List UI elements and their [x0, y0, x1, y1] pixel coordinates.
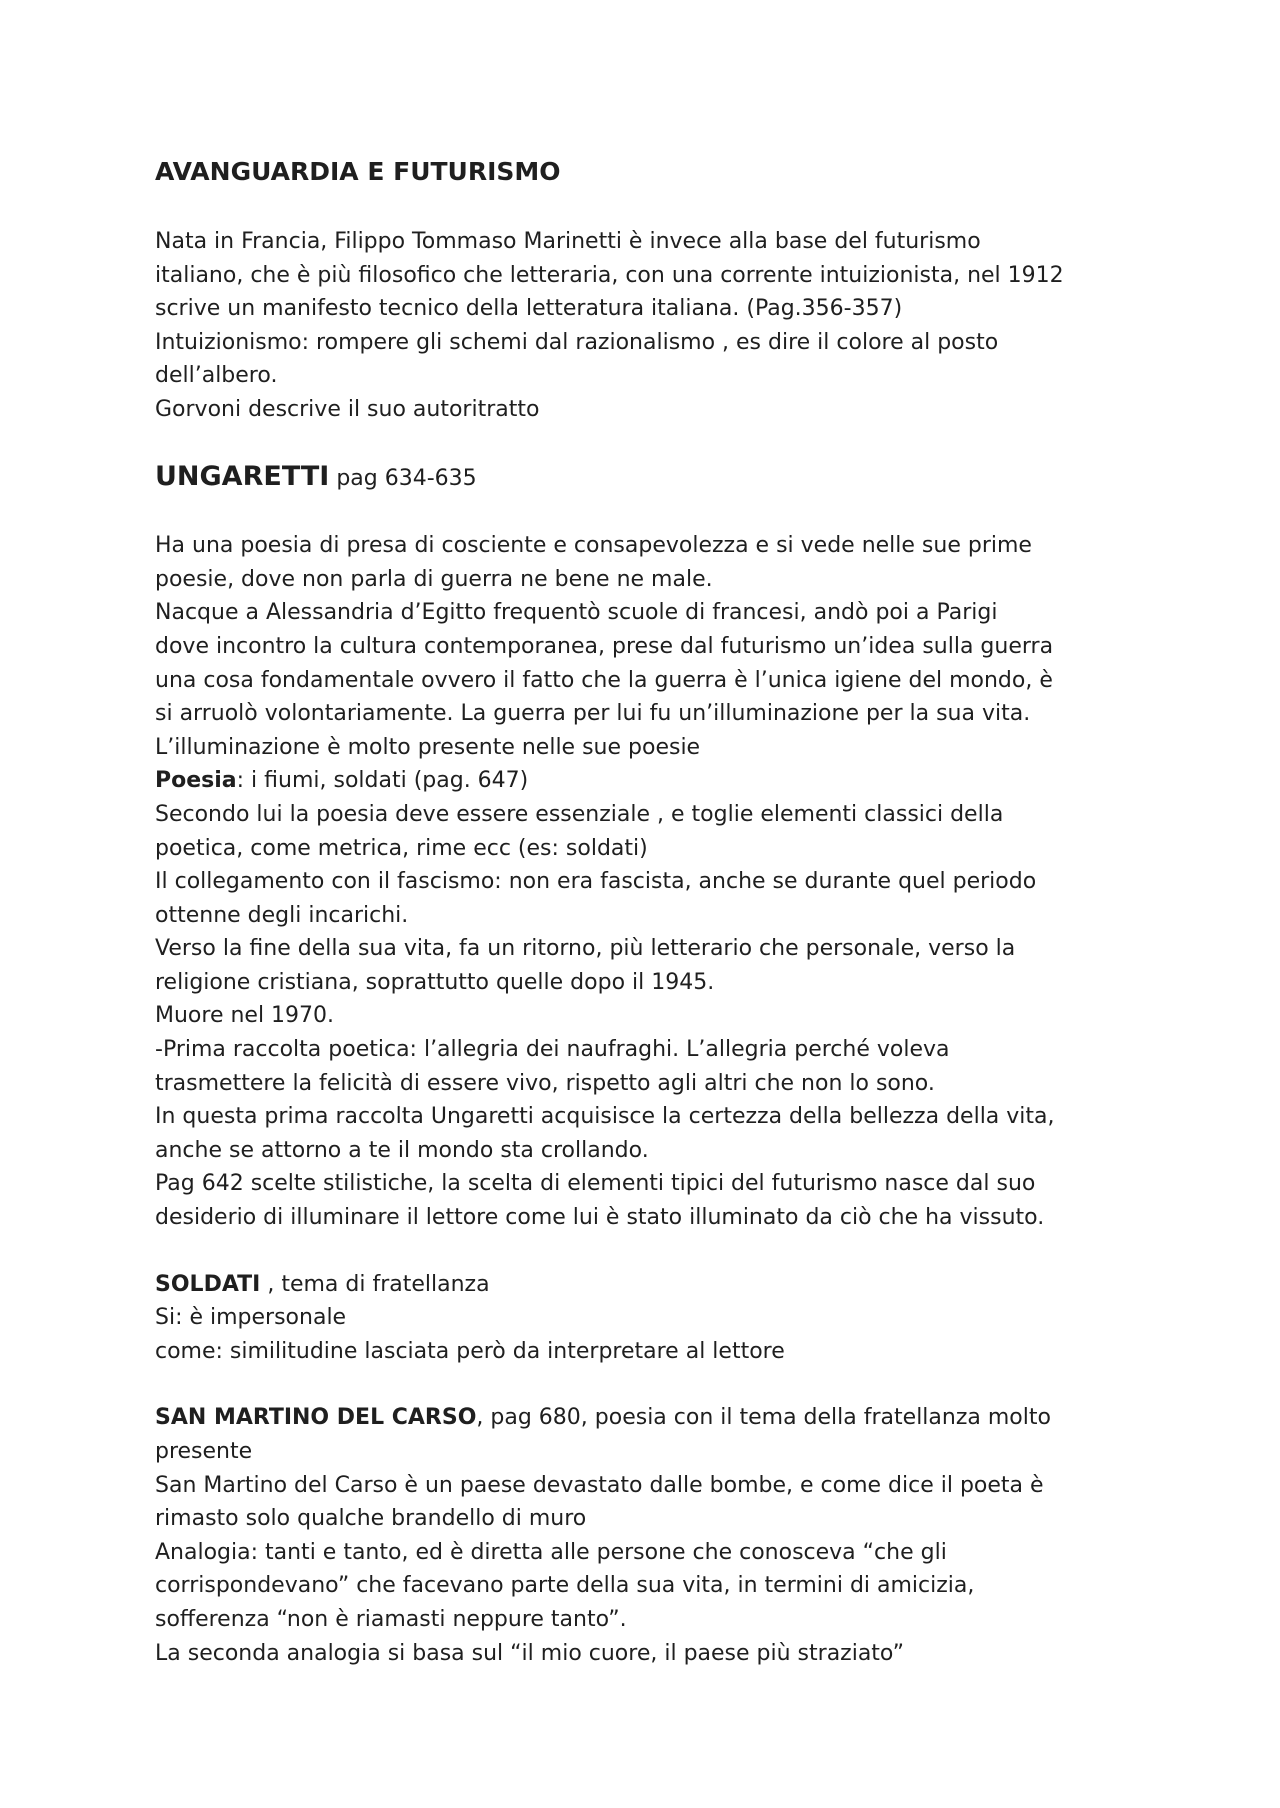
- san-martino-heading-line: [155, 1401, 1155, 1435]
- paragraph-line: presente: [155, 1439, 253, 1464]
- poesia-label: Poesia: [155, 768, 237, 794]
- paragraph-line: Gorvoni descrive il suo autoritratto: [155, 396, 540, 422]
- paragraph-line: corrispondevano” che facevano parte della sua vita, in termini di amicizia,: [155, 1573, 975, 1599]
- ungaretti-section: [155, 460, 1155, 1235]
- paragraph-line: religione cristiana, soprattutto quelle dopo il 1945.: [155, 969, 715, 995]
- paragraph-line: si arruolò volontariamente. La guerra per lui fu un’illuminazione per la sua vita.: [155, 701, 1031, 727]
- paragraph-line: una cosa fondamentale ovvero il fatto che la guerra è l’unica igiene del mondo, è: [155, 667, 1053, 693]
- paragraph-line: Verso la fine della sua vita, fa un ritorno, più letterario che personale, verso la: [155, 936, 1016, 962]
- poesia-line: [155, 764, 1155, 798]
- soldati-heading: SOLDATI: [155, 1271, 261, 1297]
- paragraph-line: come: similitudine lasciata però da interpretare al lettore: [155, 1338, 785, 1364]
- paragraph-line: sofferenza “non è riamasti neppure tanto”.: [155, 1606, 627, 1632]
- paragraph-line: poetica, come metrica, rime ecc (es: soldati): [155, 835, 648, 861]
- paragraph-line: dove incontro la cultura contemporanea, prese dal futurismo un’idea sulla guerra: [155, 633, 1054, 659]
- paragraph-line: Pag 642 scelte stilistiche, la scelta di elementi tipici del futurismo nasce dal suo: [155, 1171, 1036, 1197]
- paragraph-line: Nacque a Alessandria d’Egitto frequentò scuole di francesi, andò poi a Parigi: [155, 600, 998, 626]
- paragraph-line: dell’albero.: [155, 363, 278, 389]
- paragraph-line: Ha una poesia di presa di cosciente e consapevolezza e si vede nelle sue prime: [155, 533, 1032, 559]
- soldati-section: [155, 1268, 1155, 1369]
- paragraph-line: Secondo lui la poesia deve essere essenziale , e toglie elementi classici della: [155, 801, 1004, 827]
- document-page: [155, 152, 1155, 1670]
- paragraph-line: Si: è impersonale: [155, 1305, 347, 1331]
- san-martino-rest: , pag 680, poesia con il tema della fratellanza molto: [476, 1405, 1051, 1431]
- paragraph-line: Nata in Francia, Filippo Tommaso Marinetti è invece alla base del futurismo: [155, 229, 981, 254]
- paragraph-line: desiderio di illuminare il lettore come lui è stato illuminato da ciò che ha vissuto.: [155, 1205, 1045, 1231]
- soldati-rest: , tema di fratellanza: [260, 1271, 490, 1297]
- poesia-text: : i fiumi, soldati (pag. 647): [236, 768, 529, 794]
- ungaretti-pages: pag 634-635: [329, 465, 477, 491]
- document-title: AVANGUARDIA E FUTURISMO: [155, 157, 561, 186]
- san-martino-section: [155, 1401, 1155, 1670]
- ungaretti-heading-line: [155, 460, 1155, 496]
- paragraph-line: poesie, dove non parla di guerra ne bene ne male.: [155, 566, 713, 592]
- paragraph-line: ottenne degli incarichi.: [155, 902, 409, 928]
- paragraph-line: Il collegamento con il fascismo: non era fascista, anche se durante quel periodo: [155, 869, 1037, 895]
- intro-section: [155, 225, 1155, 427]
- paragraph-line: La seconda analogia si basa sul “il mio cuore, il paese più straziato”: [155, 1640, 905, 1666]
- paragraph-line: San Martino del Carso è un paese devastato dalle bombe, e come dice il poeta è: [155, 1472, 1044, 1498]
- ungaretti-body: [155, 529, 1155, 1234]
- paragraph-line: italiano, che è più filosofico che letteraria, con una corrente intuizionista, nel 1912: [155, 262, 1064, 288]
- paragraph-line: L’illuminazione è molto presente nelle sue poesie: [155, 734, 701, 760]
- paragraph-line: rimasto solo qualche brandello di muro: [155, 1506, 587, 1532]
- ungaretti-heading: UNGARETTI: [155, 460, 330, 492]
- paragraph-line: Intuizionismo: rompere gli schemi dal razionalismo , es dire il colore al posto: [155, 329, 999, 355]
- paragraph-line: trasmettere la felicità di essere vivo, rispetto agli altri che non lo sono.: [155, 1070, 935, 1096]
- paragraph-line: anche se attorno a te il mondo sta crollando.: [155, 1137, 649, 1163]
- paragraph-line: -Prima raccolta poetica: l’allegria dei naufraghi. L’allegria perché voleva: [155, 1037, 950, 1063]
- paragraph-line: scrive un manifesto tecnico della letteratura italiana. (Pag.356-357): [155, 296, 903, 322]
- paragraph-line: In questa prima raccolta Ungaretti acquisisce la certezza della bellezza della vita,: [155, 1104, 1055, 1130]
- san-martino-heading: SAN MARTINO DEL CARSO: [155, 1405, 477, 1431]
- paragraph-line: Muore nel 1970.: [155, 1003, 335, 1029]
- soldati-heading-line: [155, 1268, 1155, 1302]
- paragraph-line: Analogia: tanti e tanto, ed è diretta alle persone che conosceva “che gli: [155, 1539, 947, 1565]
